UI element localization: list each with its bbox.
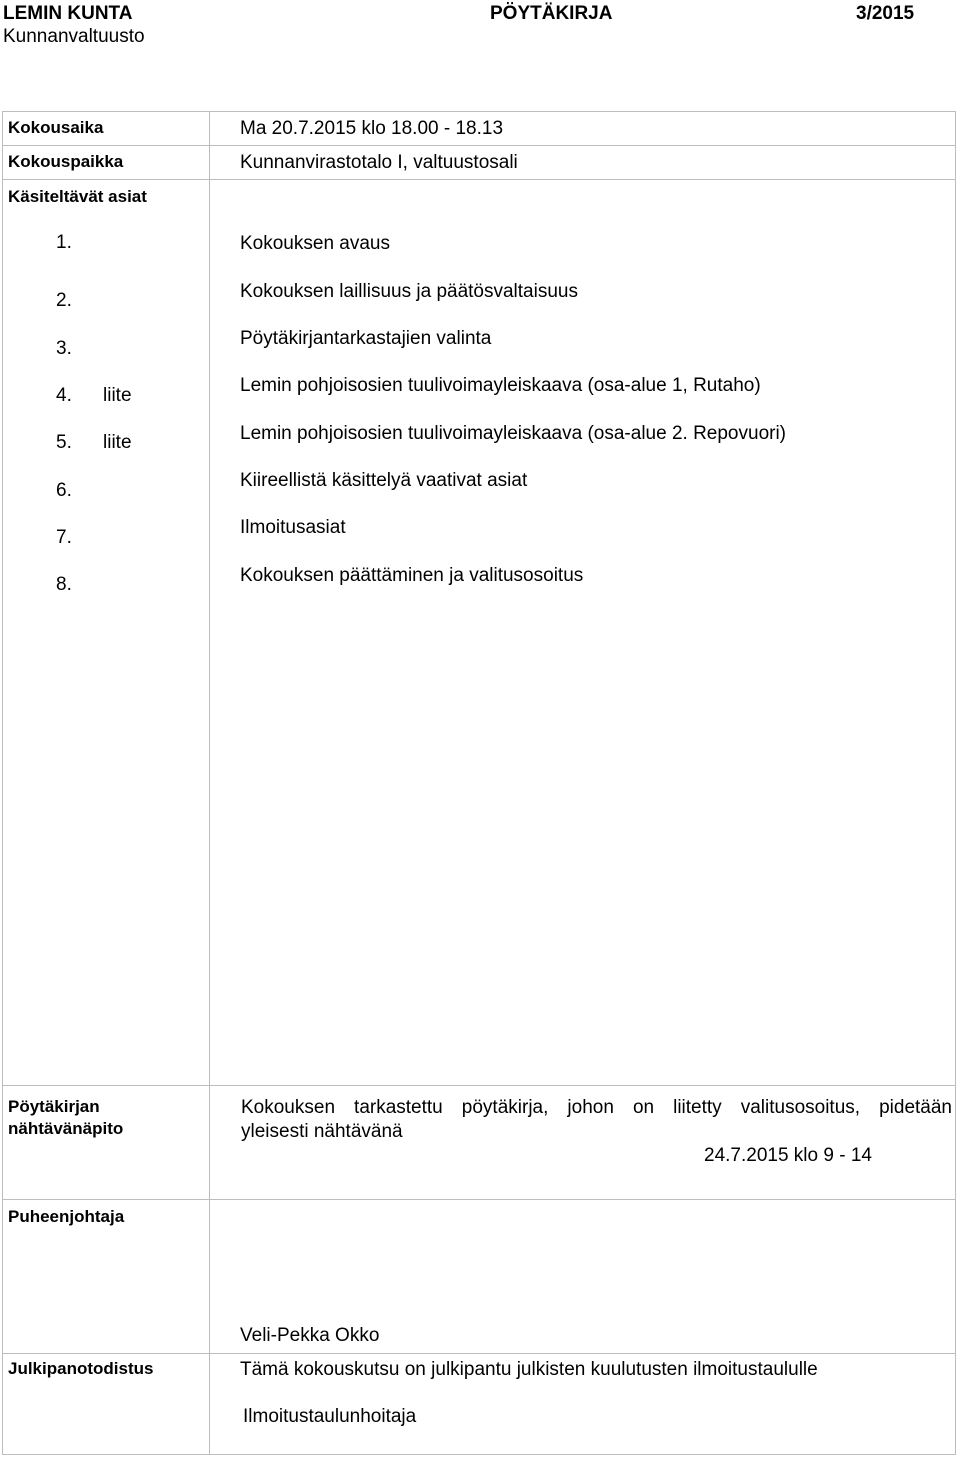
display-date: 24.7.2015 klo 9 - 14 xyxy=(704,1145,872,1166)
meeting-time-label: Kokousaika xyxy=(8,118,104,137)
agenda-item-title: Ilmoitusasiat xyxy=(240,517,346,538)
agenda-item-attachment-note: liite xyxy=(103,385,132,406)
agenda-item-number: 5. xyxy=(56,432,72,453)
display-label-line1: Pöytäkirjan xyxy=(8,1097,100,1116)
display-text-line1: Kokouksen tarkastettu pöytäkirja, johon on liitetty valitusosoitus, pidetään xyxy=(241,1097,952,1118)
agenda-item-number: 4. xyxy=(56,385,72,406)
agenda-items-label: Käsiteltävät asiat xyxy=(8,187,147,206)
agenda-item-title: Kokouksen avaus xyxy=(240,233,390,254)
agenda-item-number: 6. xyxy=(56,480,72,501)
display-text-line2: yleisesti nähtävänä xyxy=(241,1121,403,1142)
agenda-item-number: 3. xyxy=(56,338,72,359)
minutes-table xyxy=(2,111,956,1455)
row-divider xyxy=(2,1353,956,1354)
display-label-line2: nähtävänäpito xyxy=(8,1119,124,1138)
document-type: PÖYTÄKIRJA xyxy=(490,3,613,24)
agenda-item-number: 1. xyxy=(56,232,72,253)
agenda-item-title: Lemin pohjoisosien tuulivoimayleiskaava (osa-alue 2. Repovuori) xyxy=(240,423,787,444)
notice-label: Julkipanotodistus xyxy=(8,1359,154,1378)
meeting-time-value: Ma 20.7.2015 klo 18.00 - 18.13 xyxy=(240,118,504,139)
governing-body: Kunnanvaltuusto xyxy=(3,26,145,47)
agenda-item-title: Pöytäkirjantarkastajien valinta xyxy=(240,328,492,349)
row-divider xyxy=(2,1085,956,1086)
notice-text: Tämä kokouskutsu on julkipantu julkisten kuulutusten ilmoitustaululle xyxy=(240,1359,818,1380)
agenda-item-attachment-note: liite xyxy=(103,432,132,453)
agenda-item-number: 8. xyxy=(56,574,72,595)
organization-name: LEMIN KUNTA xyxy=(3,3,133,24)
column-divider xyxy=(209,111,210,1455)
agenda-item-number: 7. xyxy=(56,527,72,548)
row-divider xyxy=(2,179,956,180)
agenda-item-title: Kokouksen laillisuus ja päätösvaltaisuus xyxy=(240,281,578,302)
chair-name: Veli-Pekka Okko xyxy=(240,1325,380,1346)
agenda-item-title: Kiireellistä käsittelyä vaativat asiat xyxy=(240,470,528,491)
agenda-item-title: Kokouksen päättäminen ja valitusosoitus xyxy=(240,565,584,586)
row-divider xyxy=(2,145,956,146)
meeting-place-label: Kokouspaikka xyxy=(8,152,124,171)
agenda-item-number: 2. xyxy=(56,290,72,311)
agenda-item-title: Lemin pohjoisosien tuulivoimayleiskaava (osa-alue 1, Rutaho) xyxy=(240,375,761,396)
row-divider xyxy=(2,1199,956,1200)
meeting-place-value: Kunnanvirastotalo I, valtuustosali xyxy=(240,152,518,173)
document-number: 3/2015 xyxy=(856,3,915,24)
notice-signer: Ilmoitustaulunhoitaja xyxy=(243,1406,417,1427)
chair-label: Puheenjohtaja xyxy=(8,1207,125,1226)
